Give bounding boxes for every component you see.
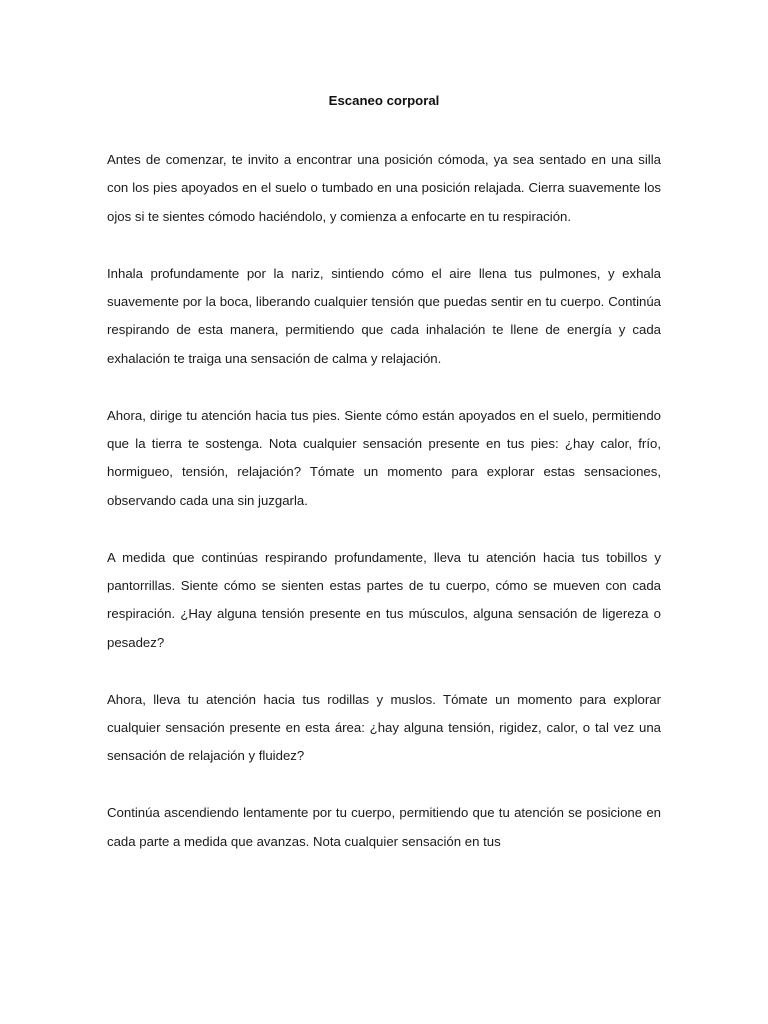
paragraph: Continúa ascendiendo lentamente por tu cuerpo, permitiendo que tu atención se posicione en cada parte a medida que avanzas. Nota cualquier sensación en tus — [107, 805, 661, 849]
document-body — [107, 146, 661, 884]
document-title: Escaneo corporal — [328, 93, 440, 108]
paragraph: Ahora, lleva tu atención hacia tus rodillas y muslos. Tómate un momento para explorar cualquier sensación presente en esta área: ¿hay alguna tensión, rigidez, calor, o tal vez una sensación de relajación y fluidez? — [107, 691, 661, 764]
paragraph: Ahora, dirige tu atención hacia tus pies. Siente cómo están apoyados en el suelo, permitiendo que la tierra te sostenga. Nota cualquier sensación presente en tus pies: ¿hay calor, frío, hormigueo, tensión, relajación? Tómate un momento para explorar estas sensaciones, observando cada una sin juzgarla. — [107, 407, 661, 508]
paragraph: Antes de comenzar, te invito a encontrar una posición cómoda, ya sea sentado en una silla con los pies apoyados en el suelo o tumbado en una posición relajada. Cierra suavemente los ojos si te sientes cómodo haciéndolo, y comienza a enfocarte en tu respiración. — [107, 152, 661, 224]
paragraph: A medida que continúas respirando profundamente, lleva tu atención hacia tus tobillos y pantorrillas. Siente cómo se sienten estas partes de tu cuerpo, cómo se mueven con cada respiración. ¿Hay alguna tensión presente en tus músculos, alguna sensación de ligereza o pesadez? — [107, 549, 661, 650]
paragraph: Inhala profundamente por la nariz, sintiendo cómo el aire llena tus pulmones, y exhala suavemente por la boca, liberando cualquier tensión que puedas sentir en tu cuerpo. Continúa respirando de esta manera, permitiendo que cada inhalación te llene de energía y cada exhalación te traiga una sensación de calma y relajación. — [107, 265, 661, 366]
